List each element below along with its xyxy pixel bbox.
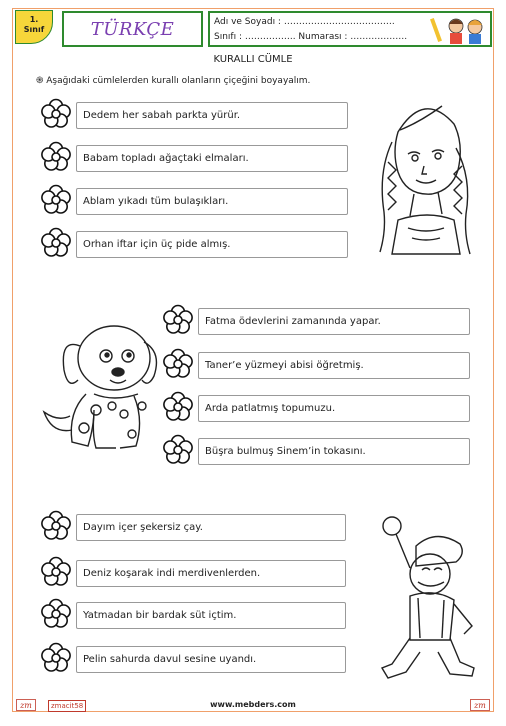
plumber-illustration (368, 512, 480, 684)
sentence-box: Fatma ödevlerini zamanında yapar. (198, 308, 470, 335)
flower-icon[interactable] (40, 141, 72, 173)
sentence-box: Taner’e yüzmeyi abisi öğretmiş. (198, 352, 470, 379)
sentence-box: Yatmadan bir bardak süt içtim. (76, 602, 346, 629)
zm-mark-right-text: zm (474, 701, 486, 710)
kids-drawing-icon (430, 12, 490, 46)
sentence-box: Dedem her sabah parkta yürür. (76, 102, 348, 129)
flower-icon[interactable] (40, 184, 72, 216)
grade-number: 1. (29, 15, 39, 24)
instruction-label: Aşağıdaki cümlelerden kurallı olanların çiçeğini boyayalım. (46, 76, 311, 86)
subject-box (62, 11, 203, 47)
flower-icon[interactable] (40, 510, 72, 542)
zm-mark-left-text: zm (20, 701, 32, 710)
sentence-box: Babam topladı ağaçtaki elmaları. (76, 145, 348, 172)
sentence-box: Pelin sahurda davul sesine uyandı. (76, 646, 346, 673)
sentence-box: Orhan iftar için üç pide almış. (76, 231, 348, 258)
worksheet-title: KURALLI CÜMLE (213, 54, 293, 65)
name-field[interactable]: Adı ve Soyadı : ………………………………. (214, 17, 395, 27)
flower-icon[interactable] (40, 227, 72, 259)
bullet-icon: ֍ (36, 76, 47, 86)
author-tag: zmacit58 (48, 700, 86, 712)
sentence-box: Ablam yıkadı tüm bulaşıkları. (76, 188, 348, 215)
sentence-box: Deniz koşarak indi merdivenlerden. (76, 560, 346, 587)
flower-icon[interactable] (40, 556, 72, 588)
grade-label: Sınıf (23, 25, 45, 34)
footer-url[interactable]: www.mebders.com (210, 700, 296, 709)
puppy-illustration (24, 310, 166, 454)
subject-title: TÜRKÇE (90, 18, 175, 40)
flower-icon[interactable] (162, 348, 194, 380)
instruction-text (36, 73, 310, 86)
flower-icon[interactable] (162, 434, 194, 466)
sentence-box: Arda patlatmış topumuzu. (198, 395, 470, 422)
flower-icon[interactable] (162, 391, 194, 423)
flower-icon[interactable] (40, 642, 72, 674)
flower-icon[interactable] (162, 304, 194, 336)
zm-mark-right-icon (470, 699, 490, 711)
flower-icon[interactable] (40, 98, 72, 130)
princess-illustration (368, 92, 480, 256)
sentence-box: Büşra bulmuş Sinem’in tokasını. (198, 438, 470, 465)
flower-icon[interactable] (40, 598, 72, 630)
sentence-box: Dayım içer şekersiz çay. (76, 514, 346, 541)
class-number-field[interactable]: Sınıfı : …………….. Numarası : ………………. (214, 32, 408, 42)
